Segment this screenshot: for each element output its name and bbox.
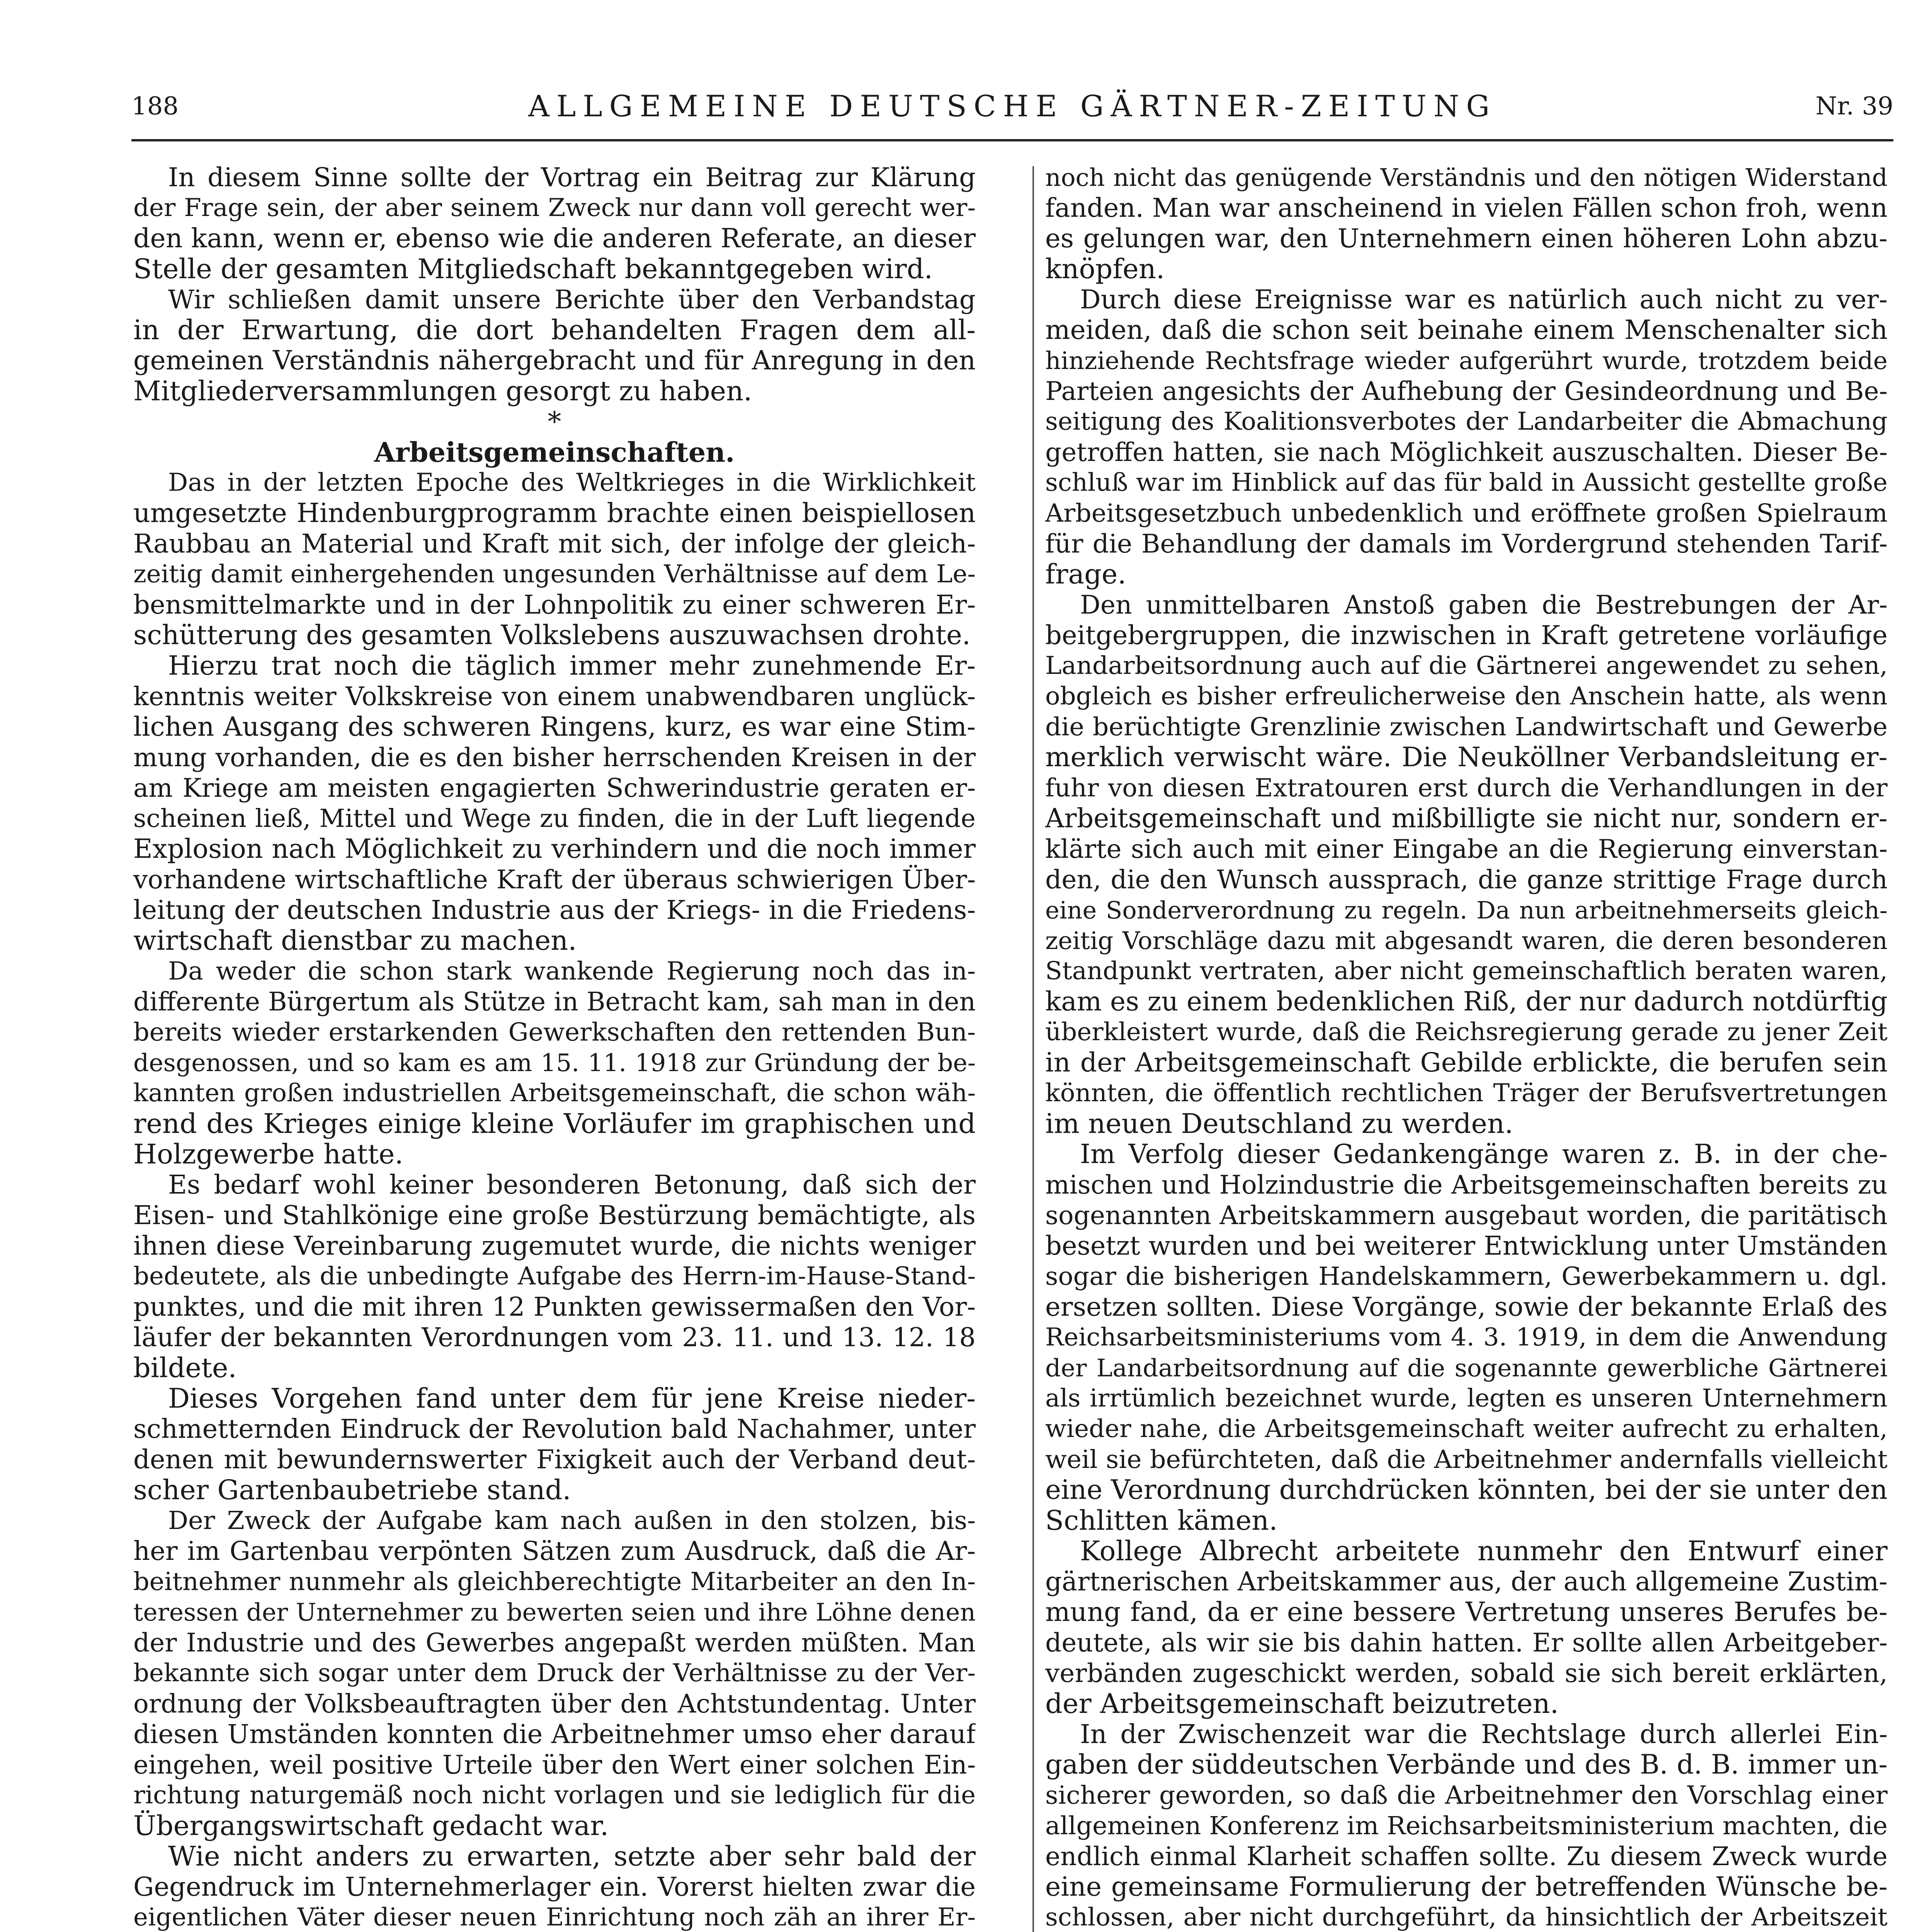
text-line: denen mit bewundernswerter Fixigkeit auch der Verband deut- (133, 1444, 976, 1475)
text-line: leitung der deutschen Industrie aus der Kriegs- in die Friedens- (133, 895, 976, 925)
text-line: schmetternden Eindruck der Revolution bald Nachahmer, unter (133, 1414, 976, 1444)
text-line: Im Verfolg dieser Gedankengänge waren z. B. in der che- (1080, 1139, 1888, 1170)
text-line: gemeinen Verständnis nähergebracht und für Anregung in den (133, 345, 976, 376)
text-line: in der Erwartung, die dort behandelten Fragen dem all- (133, 314, 976, 346)
text-line: ersetzen sollten. Diese Vorgänge, sowie der bekannte Erlaß des (1045, 1292, 1888, 1322)
page-number: 188 (131, 92, 179, 121)
text-line: könnten, die öffentlich rechtlichen Träger der Berufsvertretungen (1045, 1079, 1888, 1107)
text-line: kam es zu einem bedenklichen Riß, der nur dadurch notdürftig (1045, 986, 1888, 1017)
text-line: scher Gartenbaubetriebe stand. (133, 1474, 571, 1506)
text-line: her im Gartenbau verpönten Sätzen zum Ausdruck, daß die Ar- (133, 1536, 976, 1566)
text-line: wieder nahe, die Arbeitsgemeinschaft weiter aufrecht zu erhalten, (1045, 1415, 1888, 1443)
page-header (131, 89, 1893, 135)
text-line: zeitig Vorschläge dazu mit abgesandt waren, die deren besonderen (1045, 927, 1888, 955)
text-line: Schlitten kämen. (1045, 1505, 1278, 1536)
text-line: am Kriege am meisten engagierten Schwerindustrie geraten er- (133, 773, 976, 803)
text-line: Reichsarbeitsministeriums vom 4. 3. 1919, in dem die Anwendung (1045, 1323, 1888, 1352)
text-line: als irrtümlich bezeichnet wurde, legten es unseren Unternehmern (1045, 1384, 1888, 1413)
text-line: kenntnis weiter Volkskreise von einem unabwendbaren unglück- (133, 682, 976, 711)
text-line: Den unmittelbaren Anstoß gaben die Bestrebungen der Ar- (1080, 590, 1888, 620)
text-line: in der Arbeitsgemeinschaft Gebilde erblickte, die berufen sein (1045, 1048, 1888, 1078)
text-line: hinziehende Rechtsfrage wieder aufgerührt wurde, trotzdem beide (1045, 347, 1888, 375)
text-line: weil sie befürchteten, daß die Arbeitnehmer andernfalls vielleicht (1045, 1445, 1888, 1474)
text-line: Durch diese Ereignisse war es natürlich auch nicht zu ver- (1080, 284, 1888, 315)
text-line: der Frage sein, der aber seinem Zweck nur dann voll gerecht wer- (133, 194, 976, 222)
text-line: frage. (1045, 558, 1126, 590)
text-line: bedeutete, als die unbedingte Aufgabe des Herrn-im-Hause-Stand- (133, 1262, 976, 1291)
text-line: obgleich es bisher erfreulicherweise den Anschein hatte, als wenn (1045, 682, 1888, 711)
text-line: rend des Krieges einige kleine Vorläufer im graphischen und (133, 1108, 976, 1139)
text-line: umgesetzte Hindenburgprogramm brachte einen beispiellosen (133, 498, 976, 529)
text-line: Es bedarf wohl keiner besonderen Betonung, daß sich der (168, 1170, 976, 1200)
text-line: den, die den Wunsch aussprach, die ganze strittige Frage durch (1045, 865, 1888, 895)
header-rule (131, 139, 1893, 141)
text-line: desgenossen, und so kam es am 15. 11. 1918 zur Gründung der be- (133, 1049, 976, 1077)
text-line: mischen und Holzindustrie die Arbeitsgemeinschaften bereits zu (1045, 1170, 1888, 1200)
text-line: scheinen ließ, Mittel und Wege zu finden, die in der Luft liegende (133, 804, 976, 833)
text-line: wirtschaft dienstbar zu machen. (133, 925, 577, 956)
text-line: für die Behandlung der damals im Vordergrund stehenden Tarif- (1045, 529, 1888, 559)
text-line: teressen der Unternehmer zu bewerten seien und ihre Löhne denen (133, 1598, 976, 1626)
text-line: allgemeinen Konferenz im Reichsarbeitsministerium machten, die (1045, 1811, 1888, 1840)
text-line: Das in der letzten Epoche des Weltkrieges in die Wirklichkeit (168, 468, 976, 497)
running-title: ALLGEMEINE DEUTSCHE GÄRTNER-ZEITUNG (528, 89, 1497, 123)
text-line: schlossen, aber nicht durchgeführt, da hinsichtlich der Arbeitszeit (1045, 1903, 1888, 1932)
text-line: In der Zwischenzeit war die Rechtslage durch allerlei Ein- (1080, 1719, 1888, 1749)
text-line: knöpfen. (1045, 253, 1165, 285)
text-line: im neuen Deutschland zu werden. (1045, 1108, 1514, 1139)
text-line: Parteien angesichts der Aufhebung der Gesindeordnung und Be- (1045, 376, 1888, 406)
text-line: gaben der süddeutschen Verbände und des B. d. B. immer un- (1045, 1749, 1888, 1780)
text-line: beitnehmer nunmehr als gleichberechtigte Mitarbeiter an den In- (133, 1567, 976, 1596)
text-line: lichen Ausgang des schweren Ringens, kurz, es war eine Stim- (133, 712, 976, 742)
text-line: eine Verordnung durchdrücken könnten, bei der sie unter den (1045, 1475, 1888, 1505)
text-line: überkleistert wurde, daß die Reichsregierung gerade zu jener Zeit (1045, 1018, 1888, 1046)
text-line: bildete. (133, 1352, 237, 1384)
text-line: läufer der bekannten Verordnungen vom 23. 11. und 13. 12. 18 (133, 1322, 976, 1352)
text-line: verbänden zugeschickt werden, sobald sie sich bereit erklärten, (1045, 1658, 1888, 1688)
text-line: endlich einmal Klarheit schaffen sollte. Zu diesem Zweck wurde (1045, 1842, 1888, 1871)
text-line: der Arbeitsgemeinschaft beizutreten. (1045, 1688, 1559, 1719)
text-line: besetzt wurden und bei weiterer Entwicklung unter Umständen (1045, 1231, 1888, 1261)
left-column (133, 162, 976, 1932)
text-line: es gelungen war, den Unternehmern einen höheren Lohn abzu- (1045, 223, 1888, 253)
text-line: meiden, daß die schon seit beinahe einem Menschenalter sich (1045, 315, 1888, 345)
text-line: Standpunkt vertraten, aber nicht gemeinschaftlich beraten waren, (1045, 957, 1888, 985)
text-line: richtung naturgemäß noch nicht vorlagen und sie lediglich für die (133, 1781, 976, 1810)
text-line: fuhr von diesen Extratouren erst durch die Verhandlungen in der (1045, 774, 1888, 803)
text-line: punktes, und die mit ihren 12 Punkten gewissermaßen den Vor- (133, 1292, 976, 1322)
text-line: den kann, wenn er, ebenso wie die anderen Referate, an dieser (133, 223, 976, 254)
text-line: sogar die bisherigen Handelskammern, Gewerbekammern u. dgl. (1045, 1262, 1888, 1291)
text-line: Wie nicht anders zu erwarten, setzte aber sehr bald der (168, 1840, 976, 1872)
text-line: schütterung des gesamten Volkslebens auszuwachsen drohte. (133, 620, 971, 651)
text-line: bekannte sich sogar unter dem Druck der Verhältnisse zu der Ver- (133, 1659, 976, 1687)
text-line: getroffen hatten, sie nach Möglichkeit auszuschalten. Dieser Be- (1045, 437, 1888, 467)
text-line: ordnung der Volksbeauftragten über den Achtstundentag. Unter (133, 1689, 976, 1719)
text-line: bereits wieder erstarkenden Gewerkschaften den rettenden Bun- (133, 1018, 976, 1047)
text-line: eingehen, weil positive Urteile über den Wert einer solchen Ein- (133, 1750, 976, 1780)
text-line: sicherer geworden, so daß die Arbeitnehmer den Vorschlag einer (1045, 1781, 1888, 1810)
text-line: eigentlichen Väter dieser neuen Einrichtung noch zäh an ihrer Er- (133, 1903, 976, 1932)
text-line: zeitig damit einhergehenden ungesunden Verhältnisse auf dem Le- (133, 560, 976, 588)
text-line: ihnen diese Vereinbarung zugemutet wurde, die nichts weniger (133, 1231, 976, 1261)
text-line: noch nicht das genügende Verständnis und den nötigen Widerstand (1045, 163, 1888, 192)
text-line: sogenannten Arbeitskammern ausgebaut worden, die paritätisch (1045, 1201, 1888, 1230)
text-line: eine Sonderverordnung zu regeln. Da nun arbeitnehmerseits gleich- (1045, 896, 1888, 924)
text-line: Dieses Vorgehen fand unter dem für jene Kreise nieder- (168, 1383, 976, 1414)
text-line: beitgebergruppen, die inzwischen in Kraft getretene vorläufige (1045, 620, 1888, 650)
column-divider (1032, 166, 1034, 1932)
text-line: deutete, als wir sie bis dahin hatten. Er sollte allen Arbeitgeber- (1045, 1628, 1888, 1658)
text-line: gärtnerischen Arbeitskammer aus, der auch allgemeine Zustim- (1045, 1566, 1888, 1597)
text-line: fanden. Man war anscheinend in vielen Fällen schon froh, wenn (1045, 193, 1888, 223)
text-line: Hierzu trat noch die täglich immer mehr zunehmende Er- (168, 651, 976, 681)
text-line: Da weder die schon stark wankende Regierung noch das in- (168, 957, 976, 986)
text-line: Kollege Albrecht arbeitete nunmehr den Entwurf einer (1080, 1535, 1888, 1567)
text-line: Arbeitsgemeinschaft und mißbilligte sie nicht nur, sondern er- (1045, 803, 1888, 834)
text-line: Wir schließen damit unsere Berichte über den Verbandstag (168, 285, 976, 315)
text-line: diesen Umständen konnten die Arbeitnehmer umso eher darauf (133, 1719, 976, 1749)
text-line: Raubbau an Material und Kraft mit sich, der infolge der gleich- (133, 529, 976, 559)
text-line: vorhandene wirtschaftliche Kraft der überaus schwierigen Über- (133, 865, 976, 895)
text-line: differente Bürgertum als Stütze in Betracht kam, sah man in den (133, 987, 976, 1017)
section-heading: Arbeitsgemeinschaften. (374, 436, 735, 468)
text-line: die berüchtigte Grenzlinie zwischen Landwirtschaft und Gewerbe (1045, 713, 1888, 742)
text-line: mung fand, da er eine bessere Vertretung unseres Berufes be- (1045, 1597, 1888, 1628)
text-line: bensmittelmarkte und in der Lohnpolitik zu einer schweren Er- (133, 590, 976, 620)
text-line: der Industrie und des Gewerbes angepaßt werden müßten. Man (133, 1628, 976, 1658)
text-line: mung vorhanden, die es den bisher herrschenden Kreisen in der (133, 743, 976, 772)
text-line: Mitgliederversammlungen gesorgt zu haben. (133, 375, 752, 407)
text-line: In diesem Sinne sollte der Vortrag ein Beitrag zur Klärung (168, 162, 976, 192)
issue-number: Nr. 39 (1815, 92, 1893, 121)
text-line: Eisen- und Stahlkönige eine große Bestürzung bemächtigte, als (133, 1200, 976, 1230)
text-line: Landarbeitsordnung auch auf die Gärtnerei angewendet zu sehen, (1045, 651, 1888, 680)
text-line: kannten großen industriellen Arbeitsgemeinschaft, die schon wäh- (133, 1079, 976, 1107)
text-line: Gegendruck im Unternehmerlager ein. Vorerst hielten zwar die (133, 1872, 976, 1902)
text-line: Holzgewerbe hatte. (133, 1138, 403, 1170)
text-line: Stelle der gesamten Mitgliedschaft bekanntgegeben wird. (133, 253, 933, 285)
text-line: eine gemeinsame Formulierung der betreffenden Wünsche be- (1045, 1872, 1888, 1902)
text-line: der Landarbeitsordnung auf die sogenannte gewerbliche Gärtnerei (1045, 1354, 1888, 1382)
text-line: merklich verwischt wäre. Die Neuköllner Verbandsleitung er- (1045, 742, 1888, 773)
text-line: Der Zweck der Aufgabe kam nach außen in den stolzen, bis- (168, 1506, 976, 1535)
text-line: * (548, 406, 561, 437)
text-line: schluß war im Hinblick auf das für bald in Aussicht gestellte große (1045, 468, 1888, 497)
right-column (1045, 162, 1888, 1932)
text-line: Explosion nach Möglichkeit zu verhindern und die noch immer (133, 834, 976, 864)
text-line: Arbeitsgesetzbuch unbedenklich und eröffnete großen Spielraum (1045, 499, 1888, 528)
text-line: Übergangswirtschaft gedacht war. (133, 1810, 609, 1842)
text-line: seitigung des Koalitionsverbotes der Landarbeiter die Abmachung (1045, 407, 1888, 436)
text-line: klärte sich auch mit einer Eingabe an die Regierung einverstan- (1045, 834, 1888, 864)
